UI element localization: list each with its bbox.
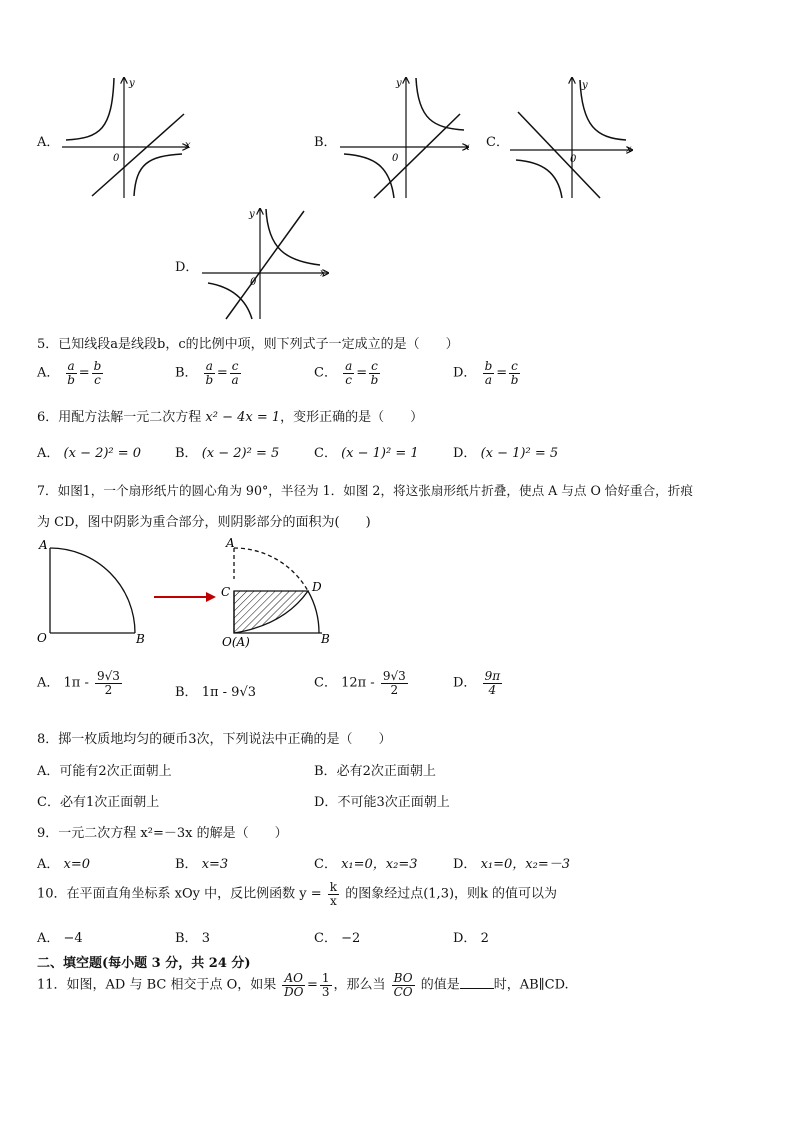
q11-stem-mid: ，那么当 [333, 977, 386, 993]
option-text: 必有1次正面朝上 [59, 795, 160, 810]
q11-stem [37, 972, 569, 998]
frac-den: CO [393, 984, 413, 999]
option-label: B． [175, 446, 198, 461]
hyperbola-branch [66, 78, 114, 140]
q9-stem: 9．一元二次方程 x²=－3x 的解是（ ） [37, 826, 288, 841]
q4-option-d-label[interactable]: D． [175, 260, 199, 275]
option-pre: 1π - [63, 675, 89, 691]
hyperbola-branch [344, 154, 394, 198]
frac-den: 3 [321, 984, 330, 999]
frac-den: DO [283, 984, 304, 999]
frac-den: c [345, 372, 353, 387]
q7-option-a[interactable] [37, 670, 124, 696]
frac-num: c [371, 359, 378, 373]
option-label: A． [37, 446, 60, 461]
option-label: A． [37, 857, 60, 872]
option-text: 1π - 9√3 [201, 685, 257, 700]
option-label: C． [37, 795, 60, 810]
option-label: B． [175, 857, 198, 872]
option-text: (x − 1)² = 5 [480, 446, 559, 461]
frac-den: x [330, 893, 337, 908]
frac-num: a [205, 359, 213, 373]
q5-option-d[interactable]: D． $\frac{b}{a}$ = $\frac{c}{b}$ [453, 359, 519, 387]
option-label: A． [37, 764, 60, 779]
y-label: y [129, 78, 135, 89]
point-c-label: C [221, 585, 231, 599]
q6-option-d[interactable] [453, 442, 558, 461]
option-label: D． [453, 931, 477, 946]
option-label: C． [314, 675, 337, 691]
option-label: C． [314, 365, 337, 381]
point-d-label: D [312, 580, 322, 594]
x-label: x [626, 144, 632, 155]
line-graph [226, 211, 304, 319]
q8-option-b[interactable] [314, 760, 436, 779]
equals-sign: = [306, 977, 318, 993]
line-graph [374, 114, 460, 198]
q11-stem-post: 的值是 [420, 977, 460, 993]
option-text: (x − 1)² = 1 [341, 446, 419, 461]
y-label: y [396, 78, 402, 89]
frac-num: AO [284, 971, 303, 985]
q4-graph-c [508, 74, 638, 200]
q4-option-c-label[interactable]: C． [486, 135, 509, 150]
frac-den: b [370, 372, 379, 387]
frac-num: BO [393, 971, 413, 985]
option-label: B． [314, 764, 337, 779]
q9-option-b[interactable] [175, 853, 228, 872]
frac-den: a [231, 372, 239, 387]
q10-option-d[interactable] [453, 927, 489, 946]
q7-stem-line1: 7．如图1，一个扇形纸片的圆心角为 90°，半径为 1．如图 2，将这张扇形纸片折叠，使点 A 与点 O 恰好重合，折痕 [37, 483, 693, 498]
frac-den: c [94, 372, 101, 387]
option-text: 3 [201, 931, 210, 946]
q7-option-c[interactable] [314, 670, 410, 696]
hyperbola-branch [516, 160, 562, 198]
option-text: x₁=0，x₂=3 [341, 857, 418, 872]
q8-option-a[interactable] [37, 760, 172, 779]
q9-option-d[interactable] [453, 853, 570, 872]
q8-option-d[interactable] [314, 791, 450, 810]
frac-num: b [93, 359, 102, 373]
q4-option-b-label[interactable]: B． [314, 135, 337, 150]
frac-den: b [510, 372, 519, 387]
option-text: 不可能3次正面朝上 [337, 795, 450, 810]
frac-den: 4 [488, 682, 497, 697]
q6-option-c[interactable] [314, 442, 419, 461]
q6-option-b[interactable] [175, 442, 279, 461]
option-label: C． [314, 446, 337, 461]
y-label: y [249, 209, 255, 220]
point-oa-label: O(A) [222, 635, 250, 649]
option-label: C． [314, 857, 337, 872]
frac-den: b [205, 372, 214, 387]
frac-den: 2 [390, 682, 399, 697]
q10-option-a[interactable] [37, 927, 83, 946]
frac-num: 9√3 [382, 669, 406, 683]
q8-option-c[interactable] [37, 791, 159, 810]
x-label: x [464, 142, 470, 153]
frac-den: 2 [104, 682, 113, 697]
frac-num: 9π [484, 669, 501, 683]
frac-num: 1 [321, 971, 330, 985]
option-text: 可能有2次正面朝上 [59, 764, 172, 779]
option-label: D． [453, 675, 477, 691]
q7-stem-line2: 为 CD，图中阴影为重合部分，则阴影部分的面积为( ) [37, 515, 371, 530]
option-label: D． [453, 446, 477, 461]
option-text: −2 [341, 931, 361, 946]
option-text: (x − 2)² = 0 [63, 446, 142, 461]
q6-stem-pre: 6．用配方法解一元二次方程 [37, 410, 202, 425]
option-label: B． [175, 685, 198, 700]
q7-option-b[interactable] [175, 681, 256, 700]
frac-num: b [484, 359, 493, 373]
x-label: x [185, 140, 191, 151]
q4-graph-d [200, 205, 334, 321]
frac-num: a [67, 359, 75, 373]
option-text: x₁=0，x₂=－3 [480, 857, 570, 872]
x-label: x [320, 268, 326, 279]
option-text: −4 [63, 931, 83, 946]
q7-figure-2 [221, 536, 330, 649]
frac-den: a [484, 372, 492, 387]
q6-option-a[interactable] [37, 442, 141, 461]
q10-option-b[interactable] [175, 927, 210, 946]
option-label: D． [314, 795, 338, 810]
option-label: B． [175, 365, 198, 381]
q11-stem-pre: 11．如图，AD 与 BC 相交于点 O，如果 [37, 977, 277, 993]
q10-stem-post: 的图象经过点(1,3)，则k 的值可以为 [345, 886, 558, 902]
q10-stem [37, 881, 557, 907]
answer-blank[interactable] [460, 976, 494, 989]
q10-stem-pre: 10．在平面直角坐标系 xOy 中，反比例函数 y = [37, 886, 322, 902]
hyperbola-branch [416, 78, 464, 130]
q4-graph-a [60, 74, 194, 200]
q5-option-c[interactable]: C． $\frac{a}{c}$ = $\frac{c}{b}$ [314, 359, 379, 387]
option-label: A． [37, 365, 60, 381]
frac-den: b [67, 372, 75, 387]
q5-option-b[interactable]: B． $\frac{a}{b}$ = $\frac{c}{a}$ [175, 359, 239, 387]
option-text: x=0 [63, 857, 91, 872]
option-text: 必有2次正面朝上 [336, 764, 436, 779]
frac-num: c [231, 359, 239, 373]
q5-option-a[interactable]: A． $\frac{a}{b}$ = $\frac{b}{c}$ [37, 359, 102, 387]
option-text: 2 [480, 931, 489, 946]
q6-equation: x² − 4x = 1 [205, 410, 281, 425]
fold-arrow [154, 592, 216, 602]
point-b-label: B [136, 632, 145, 646]
section-heading-fill-in: 二、填空题(每小题 3 分，共 24 分) [37, 956, 251, 971]
origin-label: 0 [250, 277, 257, 288]
option-label: D． [453, 857, 477, 872]
frac-num: c [511, 359, 518, 373]
origin-label: 0 [392, 153, 399, 164]
frac-num: k [329, 880, 338, 894]
q11-stem-end: 时，AB∥CD. [493, 977, 569, 993]
option-text: (x − 2)² = 5 [201, 446, 280, 461]
origin-label: 0 [570, 154, 577, 165]
q5-stem: 5．已知线段a是线段b，c的比例中项，则下列式子一定成立的是（ ） [37, 337, 459, 352]
point-a-label: A [39, 538, 48, 552]
y-label: y [582, 80, 588, 91]
q9-option-c[interactable] [314, 853, 418, 872]
q4-graph-b [338, 74, 474, 200]
point-b-label: B [321, 632, 330, 646]
option-label: D． [453, 365, 477, 381]
hyperbola-branch [134, 154, 182, 196]
option-text: x=3 [201, 857, 229, 872]
shaded-overlap [234, 591, 308, 633]
q10-option-c[interactable] [314, 927, 360, 946]
q7-option-d[interactable] [453, 670, 504, 696]
frac-num: a [345, 359, 353, 373]
q7-figure-1 [37, 538, 145, 646]
origin-label: 0 [113, 153, 120, 164]
option-pre: 12π - [341, 675, 375, 691]
option-label: A． [37, 675, 60, 691]
point-o-label: O [37, 631, 47, 645]
option-label: C． [314, 931, 337, 946]
q6-stem [37, 406, 423, 425]
option-label: B． [175, 931, 198, 946]
hyperbola-branch [266, 209, 320, 265]
q6-stem-post: ，变形正确的是（ ） [280, 410, 424, 425]
q4-option-a-label[interactable]: A． [37, 135, 60, 150]
frac-num: 9√3 [97, 669, 120, 683]
point-a-label: A [226, 536, 235, 550]
q8-stem: 8．掷一枚质地均匀的硬币3次，下列说法中正确的是（ ） [37, 732, 392, 747]
q7-figures [34, 535, 354, 653]
option-label: A． [37, 931, 60, 946]
q9-option-a[interactable] [37, 853, 90, 872]
